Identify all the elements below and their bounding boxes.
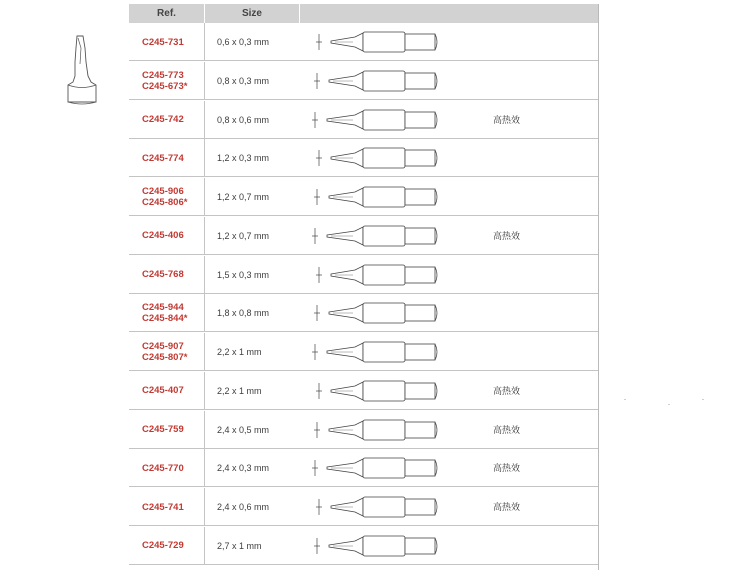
size-cell: 2,7 x 1 mm [217,540,262,551]
note-cell: 高热效 [493,424,521,435]
column-divider [204,256,205,293]
note-cell: 高热效 [493,385,521,396]
chisel-tip-drawing-icon [305,414,445,446]
table-row [129,411,598,449]
ref-code: C245-741 [142,501,184,513]
ref-code: C245-807* [142,352,188,363]
chisel-tip-category-icon [62,32,106,108]
table-row [129,256,598,294]
table-row [129,101,598,139]
ref-code: C245-759 [142,424,184,435]
ref-code: C245-774 [142,152,184,164]
table-row [129,217,598,255]
table-header [129,4,598,23]
table-row [129,139,598,177]
note-cell: 高热效 [493,502,521,512]
ref-cell [129,101,204,139]
size-cell: 0,8 x 0,6 mm [217,114,270,125]
ref-cell [129,62,204,100]
size-cell: 2,2 x 1 mm [217,385,262,396]
table-row [129,488,598,526]
chisel-tip-drawing-icon [305,297,445,329]
column-divider [204,372,205,409]
chisel-tip-drawing-icon [305,142,445,174]
note-cell: 高热效 [493,230,521,241]
table-row [129,372,598,410]
ref-cell [129,217,204,255]
note-cell: 高热效 [493,463,521,474]
table-row [129,23,598,61]
size-cell: 2,4 x 0,6 mm [217,502,270,512]
ref-cell [129,178,204,216]
scan-speck [624,399,626,400]
size-cell: 2,4 x 0,3 mm [217,463,270,474]
table-row [129,449,598,487]
size-cell: 2,2 x 1 mm [217,347,262,357]
chisel-tip-drawing-icon [305,220,445,252]
ref-code: C245-768 [142,269,184,280]
column-divider [204,411,205,448]
chisel-tip-drawing-icon [305,336,445,368]
ref-cell [129,527,204,565]
ref-cell [129,23,204,61]
ref-code: C245-407 [142,385,184,397]
table-row [129,62,598,100]
size-cell: 1,5 x 0,3 mm [217,269,270,280]
size-cell: 0,6 x 0,3 mm [217,37,270,47]
column-divider [204,488,205,525]
ref-cell [129,488,204,526]
table-row [129,294,598,332]
chisel-tip-drawing-icon [305,181,445,213]
scan-speck [702,399,704,400]
ref-code: C245-907 [142,341,184,352]
table-row [129,178,598,216]
size-cell: 0,8 x 0,3 mm [217,75,270,86]
column-divider [204,178,205,215]
header-size: Size [241,8,262,19]
column-divider [204,217,205,254]
header-ref: Ref. [157,8,176,19]
header-divider [299,4,300,23]
ref-code: C245-770 [142,462,184,474]
chisel-tip-drawing-icon [305,530,445,562]
column-divider [204,62,205,99]
cartridge-table [129,4,599,570]
note-cell: 高热效 [493,114,521,125]
ref-code: C245-773 [142,69,184,81]
column-divider [204,527,205,564]
ref-cell [129,372,204,410]
ref-cell [129,139,204,177]
ref-code: C245-906 [142,186,184,197]
column-divider [204,294,205,331]
chisel-tip-drawing-icon [305,259,445,291]
column-divider [204,333,205,370]
size-cell: 1,2 x 0,7 mm [217,192,270,202]
scan-speck [668,404,670,405]
ref-cell [129,294,204,332]
column-divider [204,449,205,486]
ref-cell [129,449,204,487]
ref-cell [129,411,204,449]
chisel-tip-drawing-icon [305,65,445,97]
table-row [129,527,598,565]
column-divider [204,23,205,60]
ref-code: C245-844* [142,313,188,325]
ref-cell [129,256,204,294]
chisel-tip-drawing-icon [305,104,445,136]
ref-code: C245-742 [142,114,184,125]
size-cell: 2,4 x 0,5 mm [217,424,270,435]
size-cell: 1,2 x 0,3 mm [217,153,270,164]
ref-code: C245-944 [142,302,184,314]
size-cell: 1,8 x 0,8 mm [217,308,270,319]
ref-code: C245-406 [142,230,184,242]
ref-cell [129,333,204,371]
ref-code: C245-673* [142,80,188,92]
ref-code: C245-731 [142,36,184,48]
table-row [129,333,598,371]
column-divider [204,101,205,138]
chisel-tip-drawing-icon [305,452,445,484]
column-divider [204,139,205,176]
chisel-tip-drawing-icon [305,26,445,58]
size-cell: 1,2 x 0,7 mm [217,230,270,241]
ref-code: C245-729 [142,540,184,552]
chisel-tip-drawing-icon [305,491,445,523]
ref-code: C245-806* [142,197,188,208]
chisel-tip-drawing-icon [305,375,445,407]
